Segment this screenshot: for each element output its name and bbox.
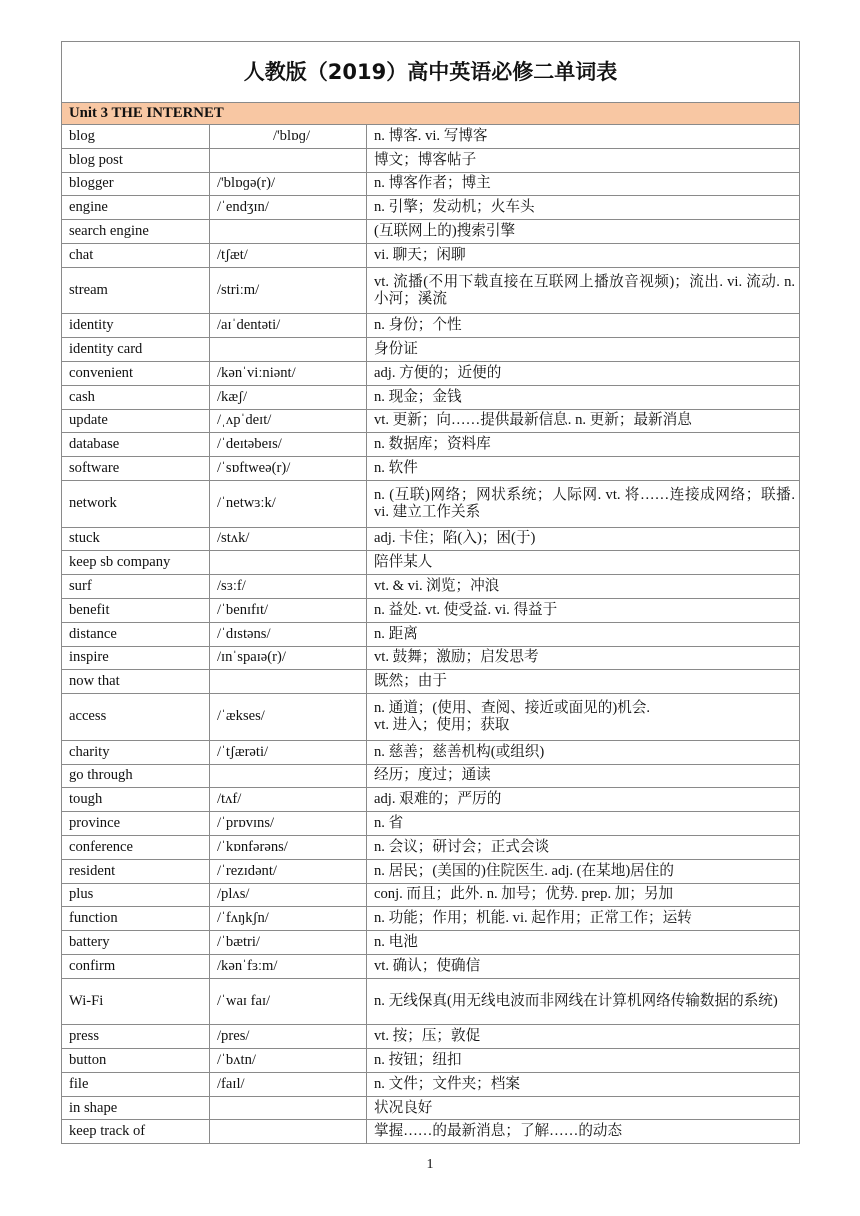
meaning-cell: n. 博客作者；博主: [367, 172, 800, 196]
meaning-cell: adj. 方便的；近便的: [367, 361, 800, 385]
meaning-cell: vt. 按；压；敦促: [367, 1025, 800, 1049]
table-row: [62, 267, 800, 314]
table-row: [62, 551, 800, 575]
ipa-cell: /ˈækses/: [210, 694, 367, 741]
word-cell: conference: [62, 835, 210, 859]
table-row: [62, 1120, 800, 1144]
ipa-cell: /ˈtʃærəti/: [210, 740, 367, 764]
title-row: [62, 42, 800, 103]
meaning-cell: n. 距离: [367, 622, 800, 646]
table-row: [62, 788, 800, 812]
meaning-cell: n. 无线保真(用无线电波而非网线在计算机网络传输数据的系统): [367, 978, 800, 1025]
meaning-cell: 掌握……的最新消息；了解……的动态: [367, 1120, 800, 1144]
meaning-cell: 身份证: [367, 338, 800, 362]
table-row: [62, 575, 800, 599]
word-cell: convenient: [62, 361, 210, 385]
table-row: [62, 954, 800, 978]
meaning-cell: 陪伴某人: [367, 551, 800, 575]
ipa-cell: [210, 670, 367, 694]
word-cell: software: [62, 457, 210, 481]
ipa-cell: /ˈbætri/: [210, 931, 367, 955]
word-cell: search engine: [62, 220, 210, 244]
word-cell: inspire: [62, 646, 210, 670]
table-row: [62, 646, 800, 670]
unit-row: [62, 103, 800, 125]
table-row: [62, 622, 800, 646]
unit-heading: Unit 3 THE INTERNET: [62, 103, 800, 125]
word-cell: chat: [62, 243, 210, 267]
ipa-cell: /faɪl/: [210, 1072, 367, 1096]
ipa-cell: [210, 338, 367, 362]
ipa-cell: /ˈrezɪdənt/: [210, 859, 367, 883]
meaning-cell: n. 会议；研讨会；正式会谈: [367, 835, 800, 859]
meaning-cell: n. 功能；作用；机能. vi. 起作用；正常工作；运转: [367, 907, 800, 931]
ipa-cell: [210, 764, 367, 788]
word-cell: keep sb company: [62, 551, 210, 575]
meaning-cell: n. 益处. vt. 使受益. vi. 得益于: [367, 598, 800, 622]
word-cell: distance: [62, 622, 210, 646]
word-cell: network: [62, 480, 210, 527]
ipa-cell: /ˈdɪstəns/: [210, 622, 367, 646]
meaning-cell: n. 引擎；发动机；火车头: [367, 196, 800, 220]
word-cell: resident: [62, 859, 210, 883]
word-cell: press: [62, 1025, 210, 1049]
ipa-cell: /kənˈviːniənt/: [210, 361, 367, 385]
table-row: [62, 883, 800, 907]
meaning-cell: n. 通道；(使用、查阅、接近或面见的)机会. vt. 进入；使用；获取: [367, 694, 800, 741]
word-cell: update: [62, 409, 210, 433]
meaning-cell: n. (互联)网络；网状系统；人际网. vt. 将……连接成网络；联播. vi. 建立工作关系: [367, 480, 800, 527]
ipa-cell: /sɜːf/: [210, 575, 367, 599]
meaning-cell: n. 文件；文件夹；档案: [367, 1072, 800, 1096]
ipa-cell: [210, 551, 367, 575]
meaning-cell: n. 慈善；慈善机构(或组织): [367, 740, 800, 764]
word-cell: surf: [62, 575, 210, 599]
word-cell: file: [62, 1072, 210, 1096]
meaning-cell: n. 软件: [367, 457, 800, 481]
table-row: [62, 694, 800, 741]
word-cell: blog post: [62, 148, 210, 172]
meaning-cell: adj. 艰难的；严厉的: [367, 788, 800, 812]
word-cell: stream: [62, 267, 210, 314]
table-row: [62, 740, 800, 764]
table-row: [62, 172, 800, 196]
vocabulary-page: [61, 41, 799, 1144]
word-cell: in shape: [62, 1096, 210, 1120]
meaning-cell: n. 电池: [367, 931, 800, 955]
word-cell: now that: [62, 670, 210, 694]
table-row: [62, 812, 800, 836]
ipa-cell: /ˈkɒnfərəns/: [210, 835, 367, 859]
table-row: [62, 385, 800, 409]
word-cell: confirm: [62, 954, 210, 978]
table-row: [62, 1049, 800, 1073]
table-row: [62, 670, 800, 694]
meaning-cell: (互联网上的)搜索引擎: [367, 220, 800, 244]
ipa-cell: [210, 1096, 367, 1120]
table-row: [62, 433, 800, 457]
ipa-cell: /ˈprɒvɪns/: [210, 812, 367, 836]
ipa-cell: /ˈendʒɪn/: [210, 196, 367, 220]
meaning-cell: adj. 卡住；陷(入)；困(于): [367, 527, 800, 551]
table-row: [62, 125, 800, 149]
ipa-cell: /ˈwaɪ faɪ/: [210, 978, 367, 1025]
ipa-cell: /'blɒɡ/: [210, 125, 367, 149]
meaning-cell: n. 现金；金钱: [367, 385, 800, 409]
word-cell: cash: [62, 385, 210, 409]
table-row: [62, 1025, 800, 1049]
meaning-cell: vt. 更新；向……提供最新信息. n. 更新；最新消息: [367, 409, 800, 433]
table-row: [62, 1096, 800, 1120]
meaning-cell: 经历；度过；通读: [367, 764, 800, 788]
word-cell: identity: [62, 314, 210, 338]
table-row: [62, 220, 800, 244]
word-cell: benefit: [62, 598, 210, 622]
ipa-cell: /kæʃ/: [210, 385, 367, 409]
meaning-cell: n. 身份；个性: [367, 314, 800, 338]
meaning-cell: vt. & vi. 浏览；冲浪: [367, 575, 800, 599]
table-row: [62, 598, 800, 622]
word-cell: database: [62, 433, 210, 457]
meaning-cell: n. 省: [367, 812, 800, 836]
page-title: 人教版（2019）高中英语必修二单词表: [62, 42, 800, 103]
ipa-cell: /ˈsɒftweə(r)/: [210, 457, 367, 481]
table-row: [62, 527, 800, 551]
ipa-cell: /tʌf/: [210, 788, 367, 812]
word-cell: keep track of: [62, 1120, 210, 1144]
table-row: [62, 859, 800, 883]
ipa-cell: /ˈbʌtn/: [210, 1049, 367, 1073]
table-row: [62, 978, 800, 1025]
ipa-cell: /aɪˈdentəti/: [210, 314, 367, 338]
word-cell: function: [62, 907, 210, 931]
table-row: [62, 196, 800, 220]
table-row: [62, 243, 800, 267]
ipa-cell: /ˈfʌŋkʃn/: [210, 907, 367, 931]
meaning-cell: 既然；由于: [367, 670, 800, 694]
page-number: 1: [426, 1157, 434, 1172]
word-cell: Wi-Fi: [62, 978, 210, 1025]
ipa-cell: /ɪnˈspaɪə(r)/: [210, 646, 367, 670]
word-cell: blog: [62, 125, 210, 149]
ipa-cell: /tʃæt/: [210, 243, 367, 267]
word-cell: tough: [62, 788, 210, 812]
vocabulary-table: [61, 41, 800, 1144]
word-cell: battery: [62, 931, 210, 955]
word-cell: identity card: [62, 338, 210, 362]
ipa-cell: /plʌs/: [210, 883, 367, 907]
ipa-cell: /striːm/: [210, 267, 367, 314]
table-row: [62, 764, 800, 788]
ipa-cell: [210, 1120, 367, 1144]
ipa-cell: /stʌk/: [210, 527, 367, 551]
table-row: [62, 148, 800, 172]
ipa-cell: /kənˈfɜːm/: [210, 954, 367, 978]
meaning-cell: conj. 而且；此外. n. 加号；优势. prep. 加；另加: [367, 883, 800, 907]
ipa-cell: [210, 148, 367, 172]
word-cell: plus: [62, 883, 210, 907]
table-row: [62, 480, 800, 527]
meaning-cell: n. 数据库；资料库: [367, 433, 800, 457]
meaning-cell: 博文；博客帖子: [367, 148, 800, 172]
word-cell: stuck: [62, 527, 210, 551]
meaning-cell: 状况良好: [367, 1096, 800, 1120]
ipa-cell: /ˌʌpˈdeɪt/: [210, 409, 367, 433]
meaning-cell: n. 博客. vi. 写博客: [367, 125, 800, 149]
meaning-cell: n. 按钮；纽扣: [367, 1049, 800, 1073]
meaning-cell: vt. 流播(不用下载直接在互联网上播放音视频)；流出. vi. 流动. n. 小河；溪流: [367, 267, 800, 314]
table-row: [62, 457, 800, 481]
word-cell: engine: [62, 196, 210, 220]
word-cell: province: [62, 812, 210, 836]
meaning-cell: vi. 聊天；闲聊: [367, 243, 800, 267]
table-row: [62, 907, 800, 931]
table-row: [62, 931, 800, 955]
ipa-cell: /ˈdeɪtəbeɪs/: [210, 433, 367, 457]
table-row: [62, 835, 800, 859]
word-cell: button: [62, 1049, 210, 1073]
table-row: [62, 314, 800, 338]
ipa-cell: /'blɒɡə(r)/: [210, 172, 367, 196]
ipa-cell: [210, 220, 367, 244]
ipa-cell: /ˈbenɪfɪt/: [210, 598, 367, 622]
meaning-cell: n. 居民；(美国的)住院医生. adj. (在某地)居住的: [367, 859, 800, 883]
table-row: [62, 338, 800, 362]
word-cell: blogger: [62, 172, 210, 196]
word-cell: charity: [62, 740, 210, 764]
word-cell: go through: [62, 764, 210, 788]
meaning-cell: vt. 确认；使确信: [367, 954, 800, 978]
ipa-cell: /ˈnetwɜːk/: [210, 480, 367, 527]
word-cell: access: [62, 694, 210, 741]
table-row: [62, 409, 800, 433]
table-row: [62, 1072, 800, 1096]
ipa-cell: /pres/: [210, 1025, 367, 1049]
meaning-cell: vt. 鼓舞；激励；启发思考: [367, 646, 800, 670]
table-row: [62, 361, 800, 385]
